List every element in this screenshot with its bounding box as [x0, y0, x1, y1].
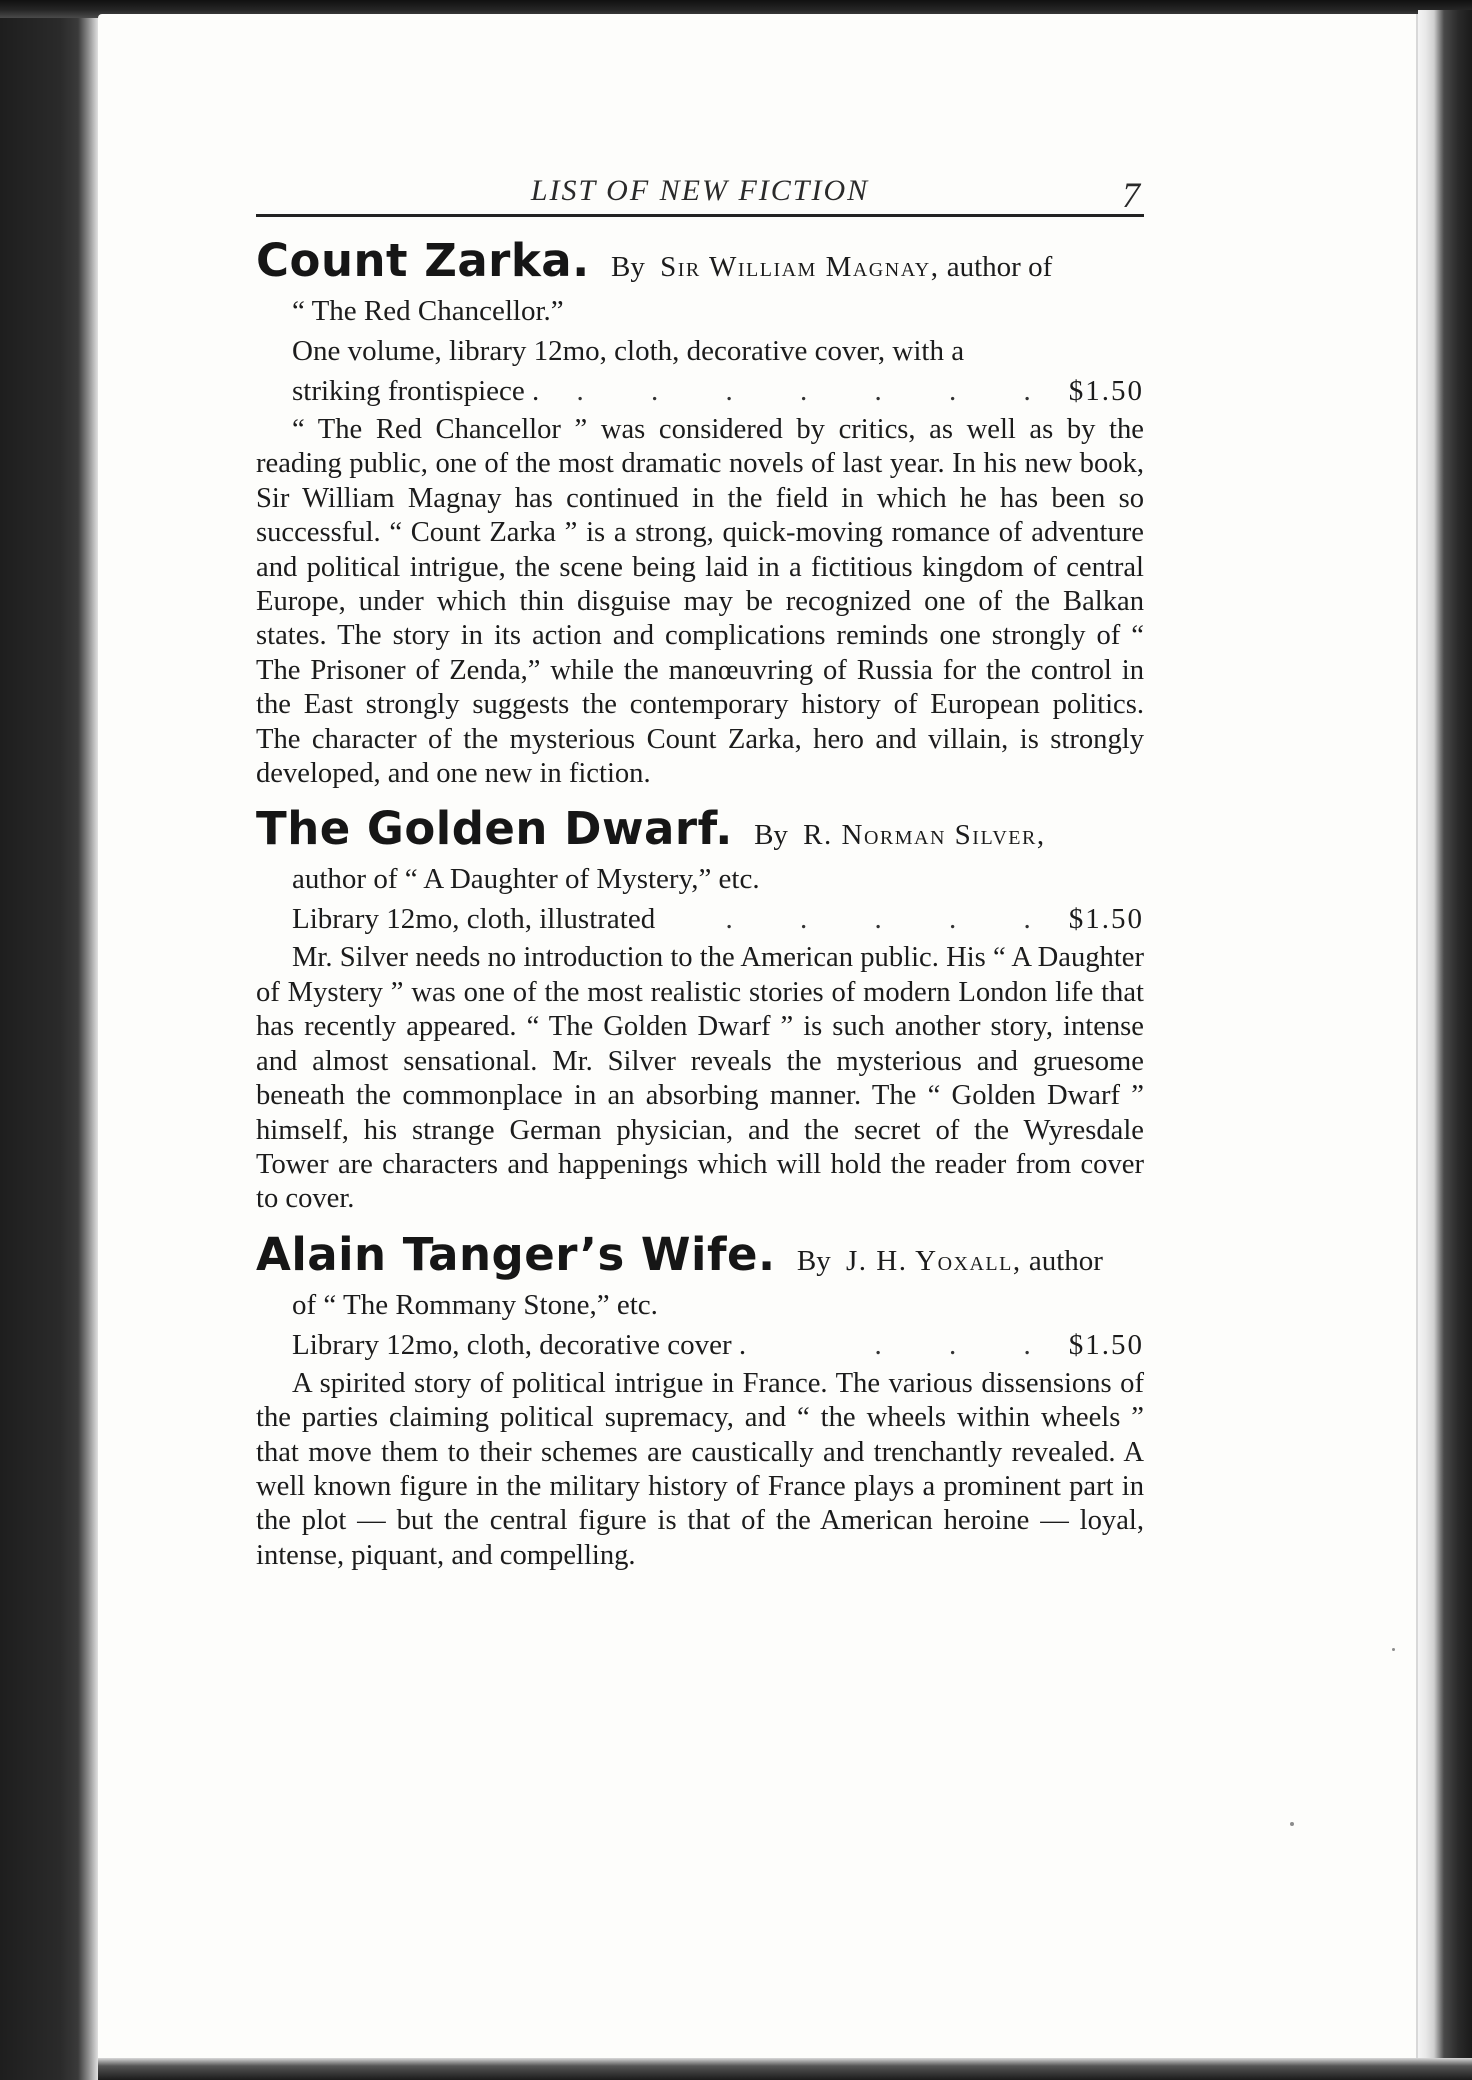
author-name: J. H. Yoxall,: [846, 1244, 1022, 1277]
book-title: The Golden Dwarf.: [256, 802, 733, 856]
author-note-continued: “ The Red Chancellor.”: [292, 295, 564, 327]
book-description: Mr. Silver needs no introduction to the American public. His “ A Daughter of Mystery ” was one of the most realistic stories of modern London life that has recently appeared. “ The Golden Dwarf ” is such another story, intense and almost sensational. Mr. Silver reveals the mysterious and gruesome beneath the commonplace in an absorbing manner. The “ Golden Dwarf ” himself, his strange German physician, and the secret of the Wyresdale Tower are characters and happenings which will hold the reader from cover to cover.: [256, 942, 1144, 1215]
leader-dots: . . . . . . .: [576, 375, 1061, 407]
entry-headline: [256, 802, 1144, 859]
book-title: Count Zarka.: [256, 234, 590, 287]
edition-spec: Library 12mo, cloth, illustrated: [292, 903, 656, 936]
price-line: [256, 371, 1144, 411]
entry-headline: [256, 1227, 1144, 1285]
price: $1.50: [1068, 1328, 1144, 1361]
leader-dots: . . . . .: [725, 903, 1061, 936]
book-entry: [256, 802, 1144, 1216]
book-title: Alain Tanger’s Wife.: [256, 1227, 776, 1281]
book-entry: [256, 234, 1144, 791]
author-name: R. Norman Silver,: [803, 819, 1046, 852]
page-right-edge: [1418, 10, 1472, 2080]
author-note-continued: of “ The Rommany Stone,” etc.: [292, 1288, 658, 1321]
book-entry: [256, 1227, 1144, 1573]
by-label: By: [796, 1244, 831, 1277]
author-name: Sir William Magnay,: [660, 251, 940, 283]
edition-spec: Library 12mo, cloth, decorative cover .: [292, 1328, 747, 1361]
scan-bottom-border: [98, 2058, 1472, 2080]
price: $1.50: [1068, 903, 1144, 936]
paper-speck: [1290, 1822, 1294, 1826]
edition-spec-cont: striking frontispiece .: [292, 375, 540, 407]
price-line: [256, 899, 1144, 939]
by-label: By: [754, 819, 788, 852]
running-title: LIST OF NEW FICTION: [530, 174, 870, 207]
entry-headline: [256, 234, 1144, 291]
running-header: [256, 170, 1144, 217]
book-description: A spirited story of political intrigue in France. The various dissensions of the parties claiming political supremacy, and “ the wheels within wheels ” that move them to their schemes are caustically and trenchantly revealed. A well known figure in the military history of France plays a prominent part in the plot — but the central figure is that of the American heroine — loyal, intense, piquant, and compelling.: [256, 1367, 1144, 1571]
author-note: author: [1028, 1244, 1103, 1277]
by-label: By: [611, 251, 645, 283]
price: $1.50: [1068, 375, 1144, 407]
author-note: author of “ A Daughter of Mystery,” etc.: [292, 863, 760, 896]
paper-speck: [1392, 1648, 1395, 1651]
leader-dots: . . .: [874, 1328, 1061, 1361]
edition-spec: One volume, library 12mo, cloth, decorative cover, with a: [292, 335, 965, 367]
price-line: [256, 1325, 1144, 1365]
author-note: author of: [946, 251, 1053, 283]
text-column: [256, 170, 1144, 1573]
book-gutter-shadow: [0, 0, 100, 2080]
page-number: 7: [1122, 175, 1140, 215]
book-description: “ The Red Chancellor ” was considered by critics, as well as by the reading public, one of the most dramatic novels of last year. In his new book, Sir William Magnay has continued in the field in which he has been so successful. “ Count Zarka ” is a strong, quick-moving romance of adventure and political intrigue, the scene being laid in a fictitious kingdom of central Europe, under which thin disguise may be recognized one of the Balkan states. The story in its action and complications reminds one strongly of “ The Prisoner of Zenda,” while the manœuvring of Russia for the control in the East strongly suggests the contemporary history of European politics. The character of the mysterious Count Zarka, hero and villain, is strongly developed, and one new in fiction.: [256, 414, 1144, 790]
